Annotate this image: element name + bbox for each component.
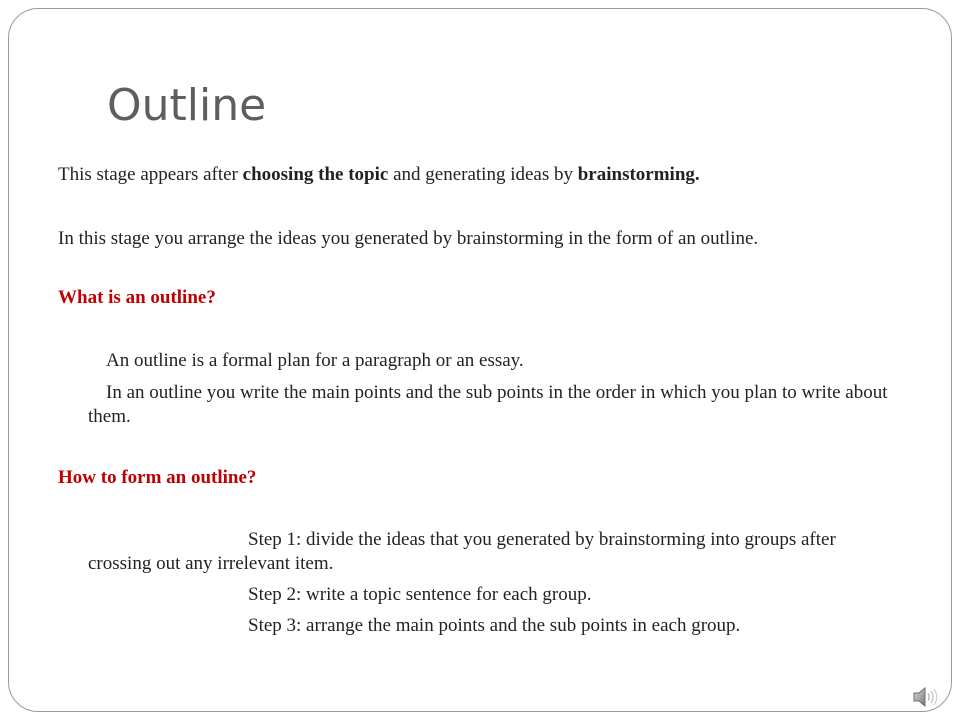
intro-bold-topic: choosing the topic <box>242 164 389 185</box>
intro-text-1: This stage appears after <box>58 164 243 185</box>
intro-text-2: and generating ideas by <box>388 164 578 185</box>
outline-explanation: In an outline you write the main points and the sub points in the order in which you plan to write about them. <box>88 382 888 427</box>
outline-definition: An outline is a formal plan for a paragraph or an essay. <box>106 350 524 371</box>
stage-description: In this stage you arrange the ideas you generated by brainstorming in the form of an outline. <box>58 228 759 249</box>
intro-paragraph <box>58 163 700 187</box>
speaker-glyph <box>912 686 940 708</box>
step-3: Step 3: arrange the main points and the sub points in each group. <box>248 615 741 636</box>
step-1: Step 1: divide the ideas that you generated by brainstorming into groups after crossing out any irrelevant item. <box>88 529 836 574</box>
intro-bold-brainstorming: brainstorming. <box>577 164 700 185</box>
what-is-outline-heading: What is an outline? <box>58 287 216 308</box>
slide-title: Outline <box>107 80 267 131</box>
speaker-icon[interactable] <box>912 686 940 708</box>
how-to-form-heading: How to form an outline? <box>58 467 257 488</box>
step-2: Step 2: write a topic sentence for each group. <box>248 584 592 605</box>
